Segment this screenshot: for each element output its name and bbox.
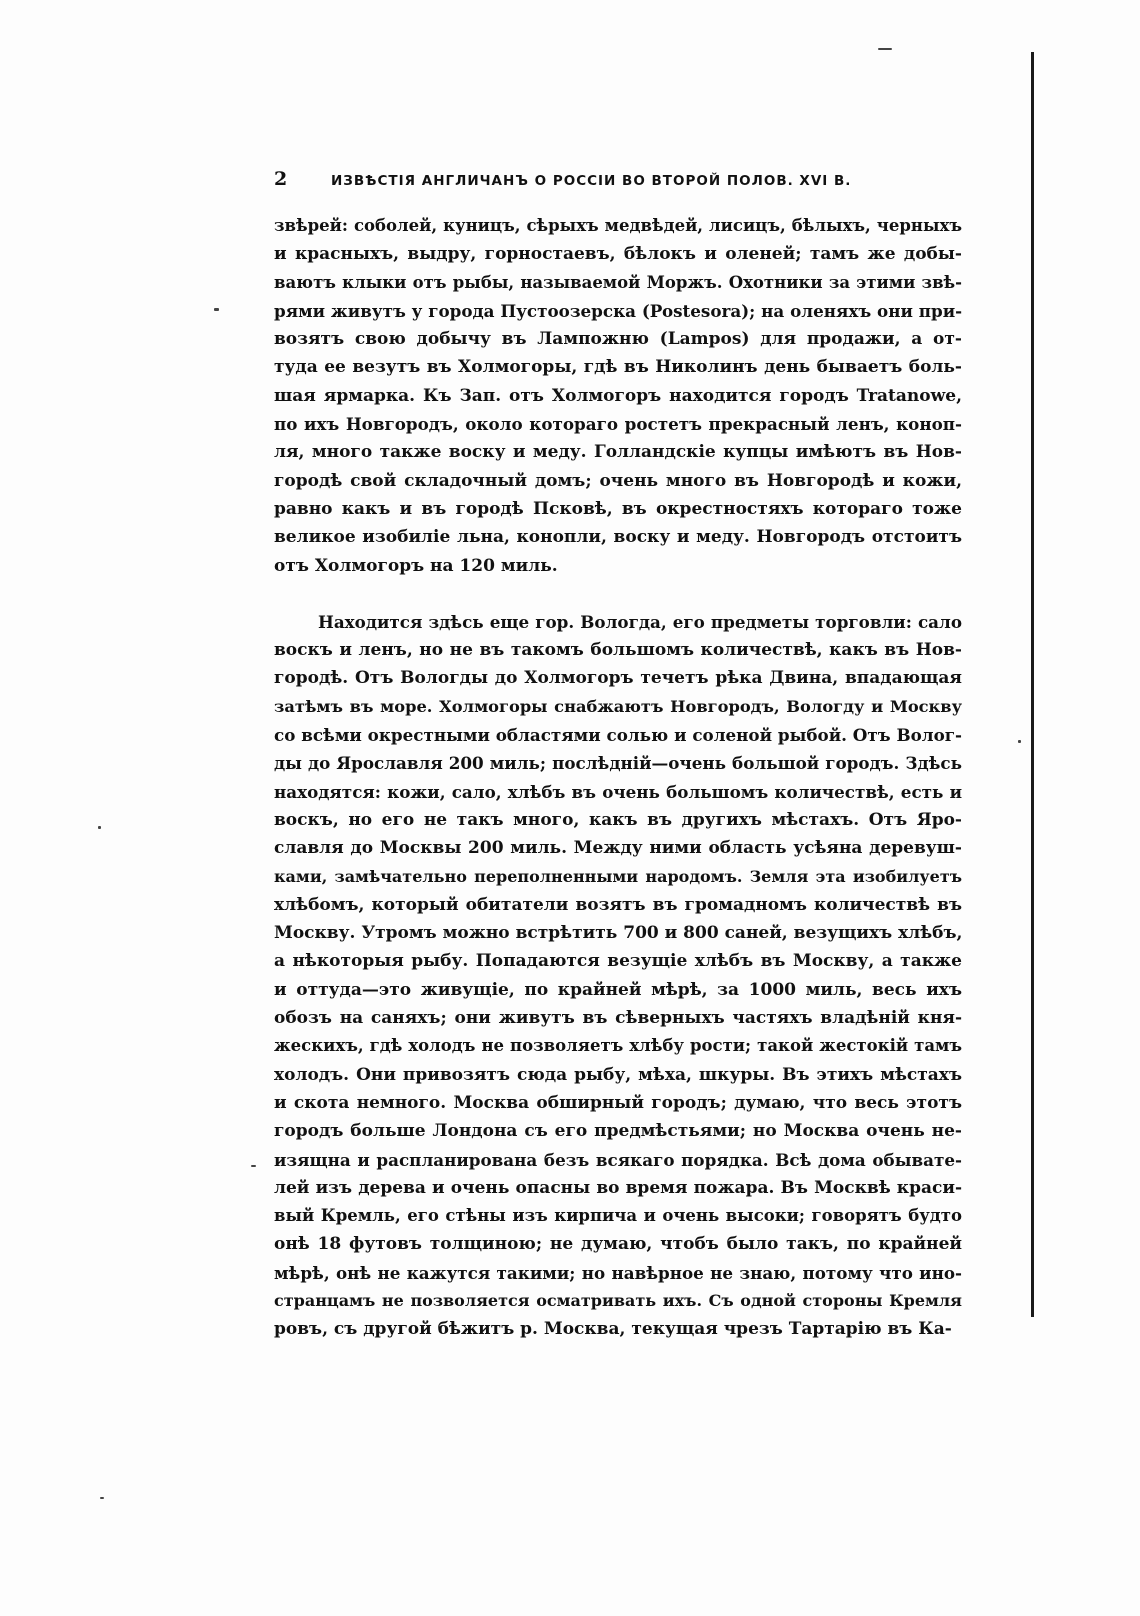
page-header: [274, 170, 964, 198]
text-line: со всѣми окрестными областями солью и соленой рыбой. Отъ Волог-: [274, 725, 962, 746]
text-line: и оттуда—это живущіе, по крайней мѣрѣ, за 1000 миль, весь ихъ: [274, 979, 962, 1000]
text-line: звѣрей: соболей, куницъ, сѣрыхъ медвѣдей, лисицъ, бѣлыхъ, черныхъ: [274, 216, 962, 235]
scan-edge-rule: [1031, 52, 1034, 1317]
text-line: туда ее везутъ въ Холмогоры, гдѣ въ Николинъ день бываетъ боль-: [274, 357, 962, 378]
text-line: ля, много также воску и меду. Голландскіе купцы имѣютъ въ Нов-: [274, 442, 962, 463]
text-line: и красныхъ, выдру, горностаевъ, бѣлокъ и оленей; тамъ же добы-: [274, 244, 962, 265]
page-number: 2: [274, 168, 288, 190]
paragraph: [274, 608, 962, 1344]
text-line: ками, замѣчательно переполненными народомъ. Земля эта изобилуетъ: [274, 866, 962, 886]
text-line: Москву. Утромъ можно встрѣтить 700 и 800 саней, везущихъ хлѣбъ,: [274, 923, 963, 944]
text-line: вый Кремль, его стѣны изъ кирпича и очень высоки; говорятъ будто: [274, 1206, 962, 1226]
text-line: мѣрѣ, онѣ не кажутся такими; но навѣрное не знаю, потому что ино-: [274, 1262, 962, 1283]
body-text: [274, 212, 962, 1344]
text-line: равно какъ и въ городѣ Псковѣ, въ окрестностяхъ котораго тоже: [274, 498, 962, 519]
scan-speck: [98, 826, 101, 829]
text-line: великое изобиліе льна, конопли, воску и меду. Новгородъ отстоитъ: [274, 527, 962, 548]
text-line: по ихъ Новгородъ, около котораго ростетъ прекрасный ленъ, коноп-: [274, 414, 962, 435]
paragraph: [274, 212, 962, 580]
text-line: воскъ, но его не такъ много, какъ въ другихъ мѣстахъ. Отъ Яро-: [274, 809, 962, 830]
text-line: жескихъ, гдѣ холодъ не позволяетъ хлѣбу рости; такой жестокій тамъ: [274, 1036, 962, 1056]
scan-speck: [214, 308, 219, 311]
text-line: рями живутъ у города Пустоозерска (Postesora); на оленяхъ они при-: [274, 300, 963, 321]
text-line: изящна и распланирована безъ всякаго порядка. Всѣ дома обывате-: [274, 1149, 962, 1170]
text-line: ваютъ клыки отъ рыбы, называемой Моржъ. Охотники за этими звѣ-: [274, 272, 962, 292]
paragraph-gap: [274, 580, 962, 608]
text-line: а нѣкоторыя рыбу. Попадаются везущіе хлѣбъ въ Москву, а также: [274, 951, 962, 972]
text-line: Находится здѣсь еще гор. Вологда, его предметы торговли: сало: [318, 611, 962, 632]
text-line: городѣ. Отъ Вологды до Холмогоръ течетъ рѣка Двина, впадающая: [274, 668, 962, 689]
text-line: городѣ свой складочный домъ; очень много въ Новгородѣ и кожи,: [274, 470, 962, 491]
scan-speck: [878, 48, 892, 50]
text-line: находятся: кожи, сало, хлѣбъ въ очень большомъ количествѣ, есть и: [274, 781, 962, 802]
text-line: воскъ и ленъ, но не въ такомъ большомъ количествѣ, какъ въ Нов-: [274, 640, 962, 661]
text-line: и скота немного. Москва обширный городъ; думаю, что весь этотъ: [274, 1092, 962, 1113]
text-line: возятъ свою добычу въ Лампожню (Lampos) для продажи, а от-: [274, 329, 962, 350]
scan-speck: [1018, 740, 1021, 743]
text-line: затѣмъ въ море. Холмогоры снабжаютъ Новгородъ, Вологду и Москву: [274, 696, 962, 716]
text-line: ровъ, съ другой бѣжитъ р. Москва, текущая чрезъ Тартарію въ Ка-: [274, 1319, 952, 1340]
scan-speck: [100, 1497, 104, 1499]
text-line: славля до Москвы 200 миль. Между ними область усѣяна деревуш-: [274, 838, 962, 859]
text-line: городъ больше Лондона съ его предмѣстьями; но Москва очень не-: [274, 1121, 962, 1142]
text-line: хлѣбомъ, который обитатели возятъ въ громадномъ количествѣ въ: [274, 894, 962, 915]
scan-speck: [251, 1165, 256, 1167]
text-line: холодъ. Они привозятъ сюда рыбу, мѣха, шкуры. Въ этихъ мѣстахъ: [274, 1064, 962, 1085]
text-line: отъ Холмогоръ на 120 миль.: [274, 555, 558, 576]
text-line: онѣ 18 футовъ толщиною; не думаю, чтобъ было такъ, по крайней: [274, 1234, 962, 1255]
text-line: странцамъ не позволяется осматривать ихъ. Съ одной стороны Кремля: [274, 1290, 962, 1310]
text-line: лей изъ дерева и очень опасны во время пожара. Въ Москвѣ краси-: [274, 1177, 962, 1198]
text-line: обозъ на саняхъ; они живутъ въ сѣверныхъ частяхъ владѣній кня-: [274, 1008, 962, 1029]
text-line: шая ярмарка. Къ Зап. отъ Холмогоръ находится городъ Tratanowe,: [274, 385, 962, 406]
text-line: ды до Ярославля 200 миль; послѣдній—очень большой городъ. Здѣсь: [274, 753, 962, 774]
running-head: ИЗВѢСТІЯ АНГЛИЧАНЪ О РОССІИ ВО ВТОРОЙ ПОЛОВ. XVI В.: [331, 173, 852, 189]
